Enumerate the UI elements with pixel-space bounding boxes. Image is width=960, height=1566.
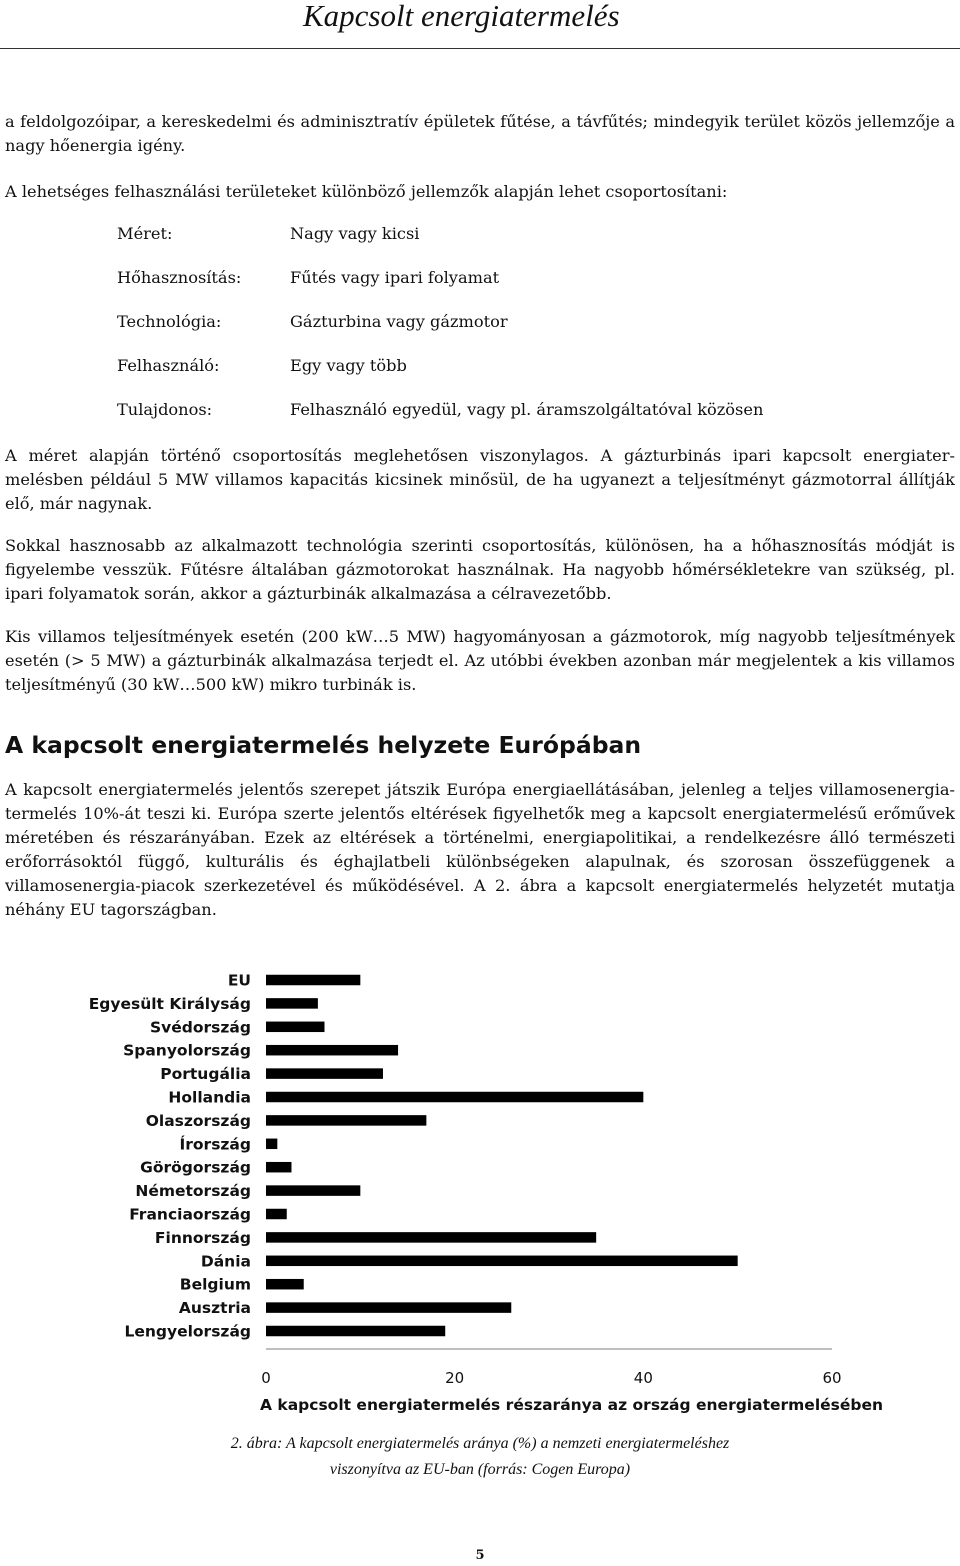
- bar: [266, 1302, 511, 1313]
- paragraph-4: Sokkal hasznosabb az alkalmazott technológia szerinti csoportosítás, különösen, ha a hőhasznosítás módját is figyelembe vesszük. Fűtésre általában gázmotorokat használnak. Ha nagyobb hőmérsékletekre van szükség, pl. ipari folyamatok során, akkor a gázturbinák alkalmazása a célravezetőbb.: [5, 536, 955, 603]
- criteria-value: Egy vagy több: [290, 356, 407, 375]
- bar: [266, 1022, 324, 1033]
- bar: [266, 1256, 738, 1267]
- category-label: Spanyolország: [123, 1041, 251, 1060]
- bar: [266, 1209, 287, 1220]
- criteria-value: Nagy vagy kicsi: [290, 224, 420, 243]
- bar: [266, 1232, 596, 1243]
- bar: [266, 1068, 383, 1079]
- paragraph-6: A kapcsolt energiatermelés jelentős szerepet játszik Európa energiaellátásában, jelenleg a teljes villamosenergia-termelés 10%-át teszi ki. Európa szerte jelentős eltérések figyelhetők meg a kapcsolt energiatermelésű erőművek méretében és részarányában. Ezek az eltérések a történelmi, energiapolitikai, a rendelkezésre álló természeti erőforrásoktól függő, kulturális és éghajlatbeli különbségeken alapulnak, és szorosan összefüggenek a villamosenergia-piacok szerkezetével és működésével. A 2. ábra a kapcsolt energiatermelés helyzetét mutatja néhány EU tagországban.: [5, 780, 955, 919]
- category-label: Portugália: [160, 1065, 251, 1084]
- bar: [266, 1185, 360, 1196]
- bar: [266, 1045, 398, 1056]
- criteria-value: Fűtés vagy ipari folyamat: [290, 268, 500, 287]
- category-label: Finnország: [154, 1228, 251, 1247]
- category-label: Ausztria: [178, 1299, 251, 1318]
- criteria-label: Technológia:: [117, 312, 222, 331]
- figure-caption-line-2: viszonyítva az EU-ban (forrás: Cogen Europa): [329, 1461, 631, 1478]
- section-heading: A kapcsolt energiatermelés helyzete Európában: [5, 731, 642, 759]
- criteria-label: Hőhasznosítás:: [117, 268, 242, 287]
- page-header: [0, 0, 960, 52]
- category-label: Írország: [179, 1135, 251, 1154]
- criteria-label: Tulajdonos:: [117, 400, 213, 419]
- category-label: Dánia: [200, 1252, 251, 1271]
- paragraph-3: A méret alapján történő csoportosítás meglehetősen viszonylagos. A gázturbinás ipari kapcsolt energiatermelésben például 5 MW villamos kapacitás kicsinek minősül, de ha ugyanezt a teljesítményt gázmotorral állítják elő, már nagynak.: [5, 446, 955, 513]
- bar: [266, 1139, 277, 1150]
- criteria-label: Felhasználó:: [117, 356, 220, 375]
- bar: [266, 1162, 291, 1173]
- paragraph-5: Kis villamos teljesítmények esetén (200 kW…5 MW) hagyományosan a gázmotorok, míg nagyobb teljesítmények esetén (> 5 MW) a gázturbinák alkalmazása terjedt el. Az utóbbi években azonban már megjelentek a kis villamos teljesítményű (30 kW…500 kW) mikro turbinák is.: [5, 627, 955, 694]
- category-label: Franciaország: [129, 1205, 251, 1224]
- bar: [266, 1092, 643, 1103]
- category-label: Lengyelország: [124, 1322, 251, 1341]
- bar-group: [89, 972, 842, 1388]
- x-tick-label: 40: [633, 1369, 653, 1387]
- header-title: Kapcsolt energiatermelés: [303, 0, 620, 33]
- category-label: Görögország: [140, 1158, 251, 1177]
- paragraph-1: a feldolgozóipar, a kereskedelmi és adminisztratív épületek fűtése, a távfűtés; mindegyik terület közös jellemzője a nagy hőenergia igény.: [5, 112, 955, 155]
- category-label: Belgium: [179, 1275, 251, 1294]
- category-label: EU: [227, 971, 251, 990]
- bar: [266, 1326, 445, 1337]
- bar: [266, 1115, 426, 1126]
- header-rule: [0, 48, 960, 49]
- x-tick-label: 0: [261, 1369, 271, 1387]
- criteria-label: Méret:: [117, 224, 173, 243]
- category-label: Svédország: [150, 1018, 251, 1037]
- x-axis-label: A kapcsolt energiatermelés részaránya az ország energiatermelésében: [260, 1396, 884, 1414]
- bar: [266, 975, 360, 986]
- bar: [266, 998, 318, 1009]
- criteria-value: Gázturbina vagy gázmotor: [290, 312, 508, 331]
- category-label: Egyesült Királyság: [88, 994, 251, 1013]
- bar: [266, 1279, 304, 1290]
- category-label: Németország: [135, 1182, 251, 1201]
- page-number: 5: [475, 1548, 485, 1563]
- bar-chart: [0, 962, 960, 1387]
- criteria-value: Felhasználó egyedül, vagy pl. áramszolgáltatóval közösen: [290, 400, 764, 419]
- category-label: Olaszország: [145, 1111, 251, 1130]
- x-tick-label: 20: [445, 1369, 465, 1387]
- category-label: Hollandia: [168, 1088, 251, 1107]
- x-tick-label: 60: [822, 1369, 842, 1387]
- paragraph-2: A lehetséges felhasználási területeket különböző jellemzők alapján lehet csoportosítani:: [5, 182, 728, 201]
- figure-caption-line-1: 2. ábra: A kapcsolt energiatermelés aránya (%) a nemzeti energiatermeléshez: [230, 1435, 730, 1452]
